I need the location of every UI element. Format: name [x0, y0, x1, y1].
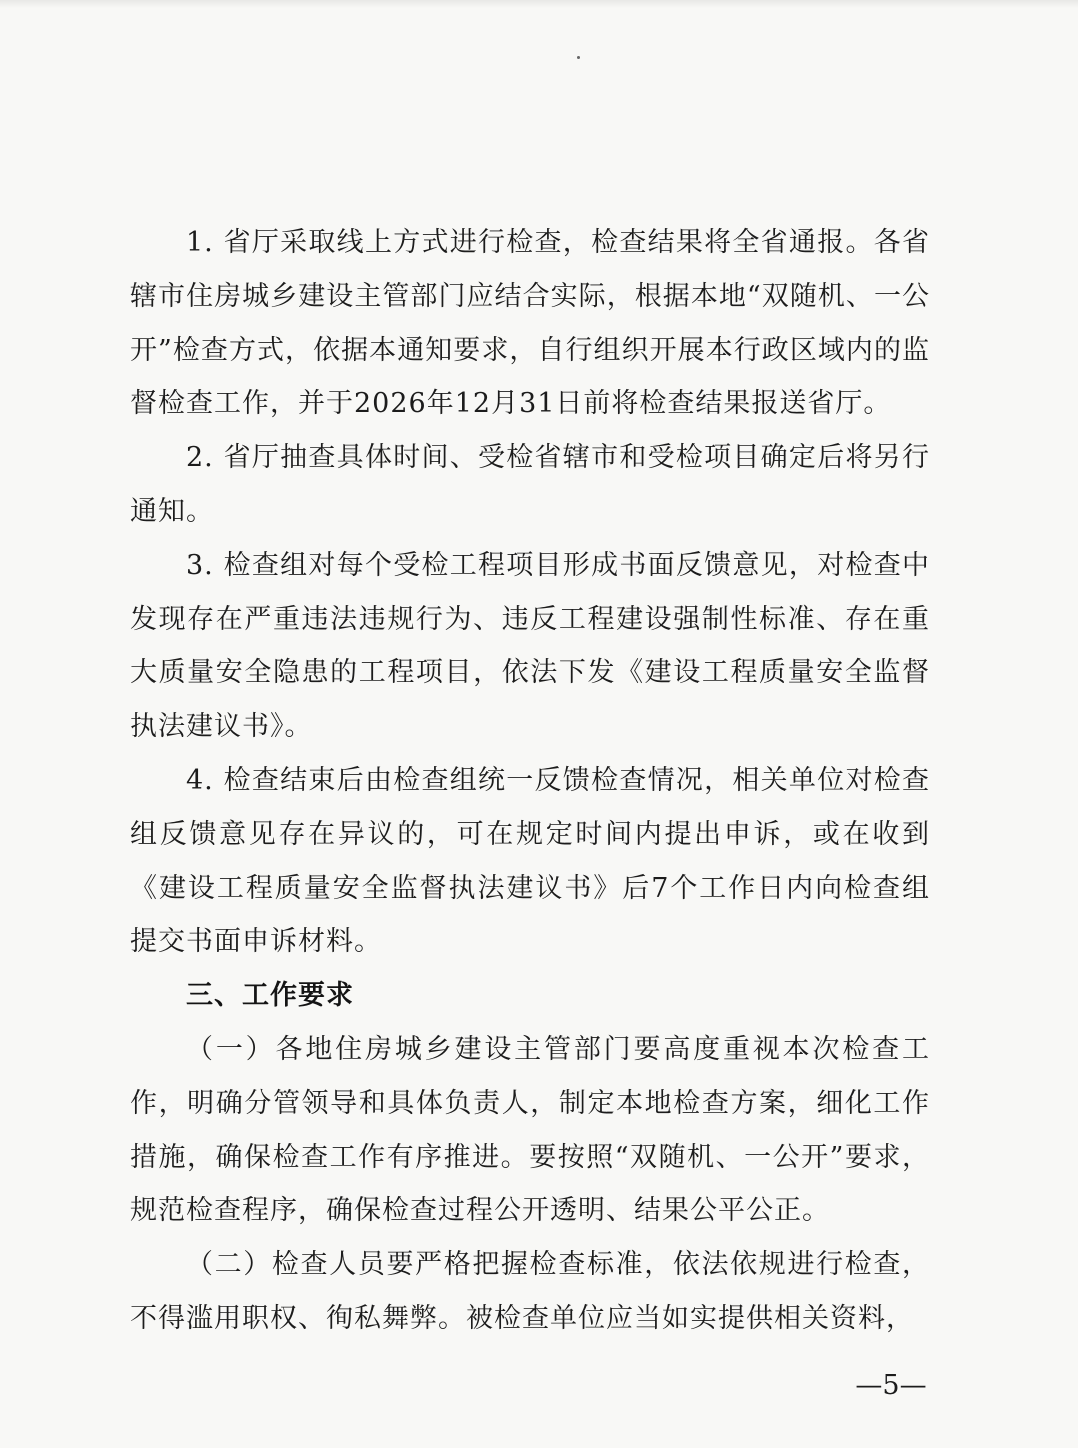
requirement-paragraph-2: （二）检查人员要严格把握检查标准，依法依规进行检查，不得滥用职权、徇私舞弊。被检查单位应当如实提供相关资料， [130, 1249, 930, 1334]
page-top-edge [0, 0, 1078, 8]
section-heading: 三、工作要求 [186, 980, 354, 1012]
paragraph-item-1: 1. 省厅采取线上方式进行检查，检查结果将全省通报。各省辖市住房城乡建设主管部门应结合实际，根据本地“双随机、一公开”检查方式，依据本通知要求，自行组织开展本行政区域内的监督检查工作，并于2026年12月31日前将检查结果报送省厅。 [130, 227, 930, 420]
paragraph-item-4: 4. 检查结束后由检查组统一反馈检查情况，相关单位对检查组反馈意见存在异议的，可在规定时间内提出申诉，或在收到《建设工程质量安全监督执法建议书》后7个工作日内向检查组提交书面申诉材料。 [130, 764, 930, 958]
requirement-paragraph-1: （一）各地住房城乡建设主管部门要高度重视本次检查工作，明确分管领导和具体负责人，制定本地检查方案，细化工作措施，确保检查工作有序推进。要按照“双随机、一公开”要求，规范检查程序，确保检查过程公开透明、结果公平公正。 [130, 1033, 930, 1227]
page-number: —5— [855, 1370, 927, 1401]
paragraph-item-2: 2. 省厅抽查具体时间、受检省辖市和受检项目确定后将另行通知。 [130, 442, 930, 527]
document-body [130, 216, 930, 1346]
paragraph-item-3: 3. 检查组对每个受检工程项目形成书面反馈意见，对检查中发现存在严重违法违规行为、违反工程建设强制性标准、存在重大质量安全隐患的工程项目，依法下发《建设工程质量安全监督执法建议书》。 [130, 549, 930, 743]
scan-speck [577, 56, 580, 59]
